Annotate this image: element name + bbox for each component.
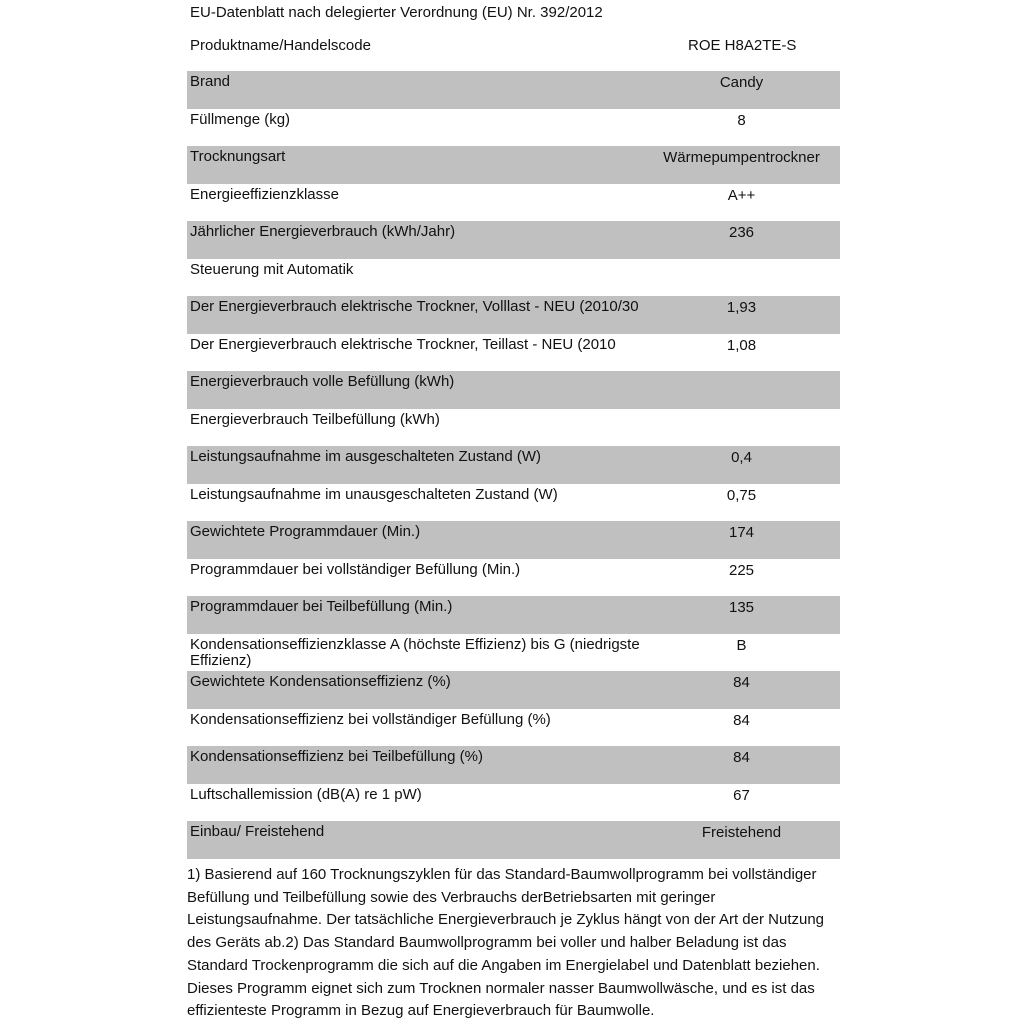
- table-row: [187, 146, 840, 184]
- row-label: Luftschallemission (dB(A) re 1 pW): [190, 785, 422, 803]
- row-value: 67: [733, 786, 750, 804]
- table-row: [187, 259, 840, 297]
- document-title: EU-Datenblatt nach delegierter Verordnung (EU) Nr. 392/2012: [190, 4, 603, 21]
- row-value: 84: [733, 749, 750, 766]
- row-value: 174: [728, 524, 755, 541]
- row-value: Candy: [719, 74, 764, 91]
- table-row: [187, 709, 840, 747]
- row-value: B: [736, 636, 747, 654]
- row-label: Kondensationseffizienz bei vollständiger Befüllung (%): [190, 710, 551, 728]
- product-label: Produktname/Handelscode: [190, 37, 371, 54]
- row-label: Programmdauer bei Teilbefüllung (Min.): [190, 598, 453, 615]
- datasheet-table: [187, 71, 840, 859]
- row-label: Der Energieverbrauch elektrische Trockner, Teillast - NEU (2010: [190, 335, 616, 353]
- row-value: 1,93: [726, 299, 757, 316]
- row-value: 84: [733, 711, 750, 729]
- row-label: Leistungsaufnahme im ausgeschalteten Zustand (W): [190, 448, 542, 465]
- row-value: Freistehend: [701, 824, 782, 841]
- table-row: [187, 634, 840, 672]
- table-row: [187, 71, 840, 109]
- row-label: Leistungsaufnahme im unausgeschalteten Zustand (W): [190, 485, 558, 503]
- row-label: Einbau/ Freistehend: [190, 823, 325, 840]
- row-label: Gewichtete Programmdauer (Min.): [190, 523, 421, 540]
- table-row: [187, 184, 840, 222]
- row-value: 84: [733, 674, 750, 691]
- table-row: [187, 521, 840, 559]
- table-row: [187, 296, 840, 334]
- row-label: Gewichtete Kondensationseffizienz (%): [190, 673, 451, 690]
- product-value: ROE H8A2TE-S: [688, 37, 797, 54]
- table-row: [187, 409, 840, 447]
- table-row: [187, 596, 840, 634]
- row-label: Kondensationseffizienz bei Teilbefüllung (%): [190, 748, 483, 765]
- row-label: Trocknungsart: [190, 148, 286, 165]
- row-label: Der Energieverbrauch elektrische Trockner, Volllast - NEU (2010/30: [190, 298, 639, 315]
- row-label: Programmdauer bei vollständiger Befüllung (Min.): [190, 560, 521, 578]
- row-value: 1,08: [726, 336, 757, 354]
- row-value: A++: [727, 186, 756, 204]
- table-row: [187, 671, 840, 709]
- row-value: Wärmepumpentrockner: [663, 149, 820, 166]
- footnote: 1) Basierend auf 160 Trocknungszyklen für das Standard-Baumwollprogramm bei vollständiger Befüllung und Teilbefüllung sowie des Verbrauchs derBetriebsarten mit geringer Leistungsaufnahme. Der tatsächliche Energieverbrauch je Zyklus hängt von der Art der Nutzung des Geräts ab.2) Das Standard Baumwollprogramm bei voller und halber Beladung ist das Standard Trockenprogramm die sich auf die Angaben im Energielabel und Datenblatt beziehen. Dieses Programm eignet sich zum Trocknen normaler nasser Baumwollwäsche, und es ist das effizienteste Programm in Bezug auf Energieverbrauch für Baumwolle.: [187, 866, 825, 1020]
- row-value: 225: [728, 561, 755, 579]
- table-row: [187, 821, 840, 859]
- table-row: [187, 371, 840, 409]
- row-label: Füllmenge (kg): [190, 110, 291, 128]
- table-row: [187, 559, 840, 597]
- table-row: [187, 334, 840, 372]
- table-row: [187, 221, 840, 259]
- row-value: 0,4: [731, 449, 752, 466]
- row-label: Energieeffizienzklasse: [190, 185, 339, 203]
- row-value: 8: [737, 111, 746, 129]
- row-value: 236: [728, 224, 755, 241]
- row-label: Kondensationseffizienzklasse A (höchste Effizienz) bis G (niedrigste Effizienz): [190, 635, 640, 669]
- row-label: Brand: [190, 73, 231, 90]
- table-row: [187, 746, 840, 784]
- product-row: [190, 37, 840, 57]
- table-row: [187, 109, 840, 147]
- table-row: [187, 784, 840, 822]
- row-label: Steuerung mit Automatik: [190, 260, 354, 278]
- row-label: Jährlicher Energieverbrauch (kWh/Jahr): [190, 223, 456, 240]
- row-label: Energieverbrauch Teilbefüllung (kWh): [190, 410, 440, 428]
- table-row: [187, 484, 840, 522]
- row-value: 135: [728, 599, 755, 616]
- row-label: Energieverbrauch volle Befüllung (kWh): [190, 373, 455, 390]
- table-row: [187, 446, 840, 484]
- row-value: 0,75: [726, 486, 757, 504]
